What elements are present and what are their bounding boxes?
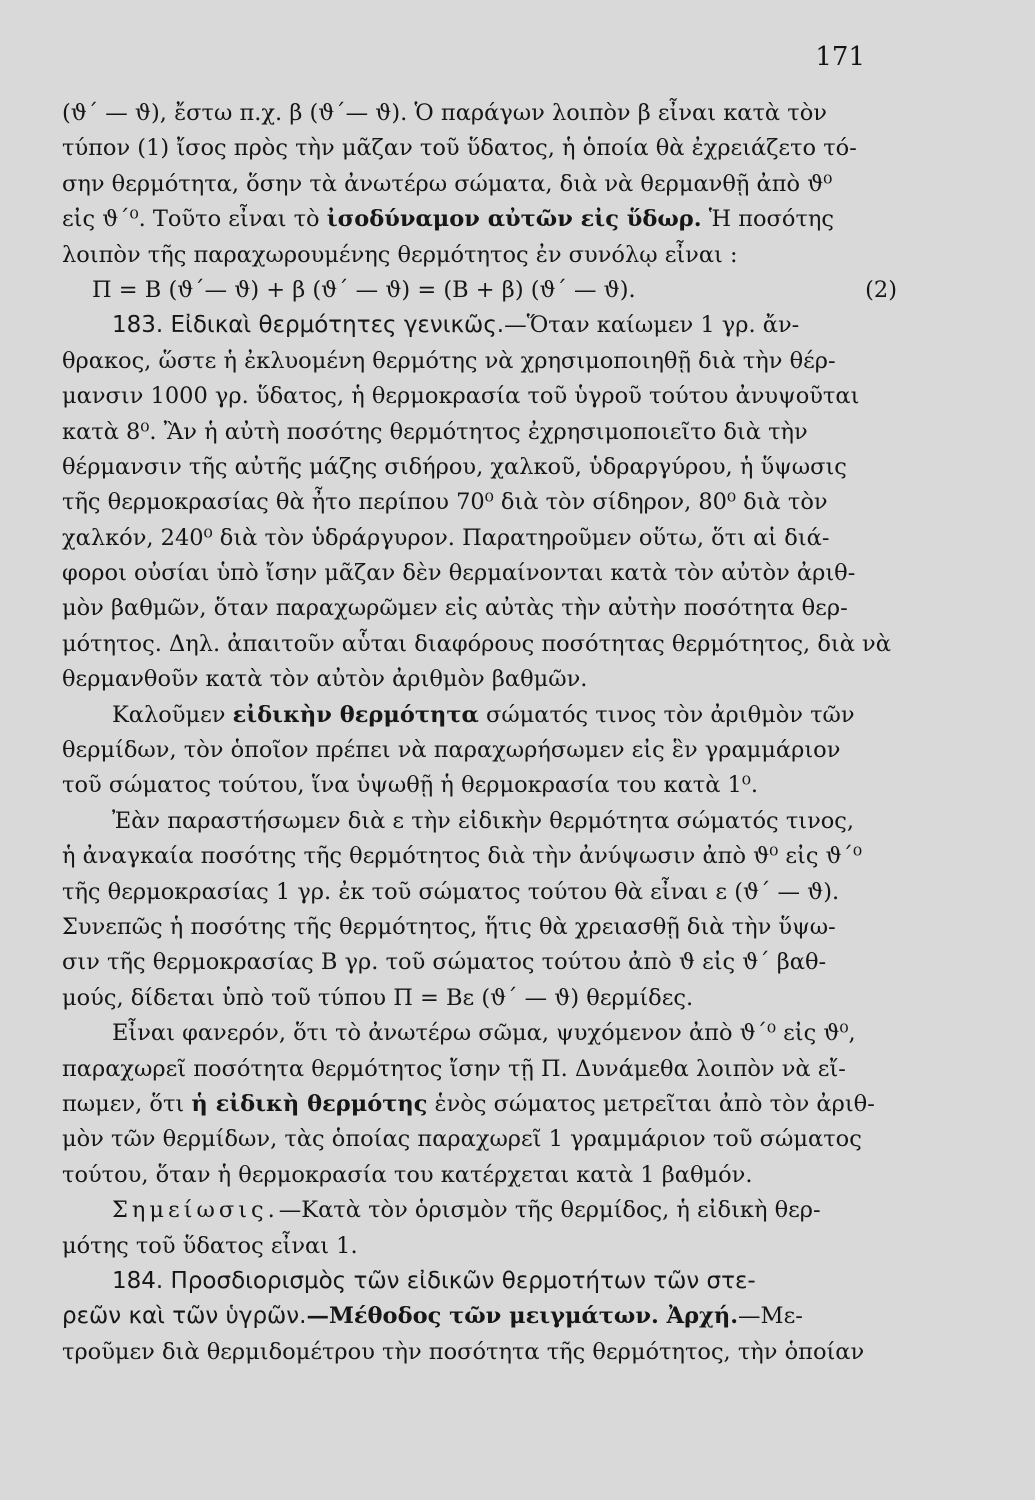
text-span: —Με-	[738, 1303, 803, 1330]
bold-term: —Μέθοδος τῶν μειγμάτων. Ἀρχή.	[306, 1303, 739, 1330]
text-span: εἰς ϑ΄⁰. Τοῦτο εἶναι τὸ	[62, 206, 327, 233]
text-span: πωμεν, ὅτι	[62, 1090, 192, 1117]
text-line: μούς, δίδεται ὑπὸ τοῦ τύπου Π = Βε (ϑ΄ — ϑ) θερμίδες.	[62, 984, 694, 1011]
note-line	[62, 1193, 897, 1228]
text-line: κατὰ 8⁰. Ἂν ἡ αὐτὴ ποσότης θερμότητος ἐχρησιμοποιεῖτο διὰ τὴν	[62, 418, 808, 445]
text-line: λοιπὸν τῆς παραχωρουμένης θερμότητος ἐν συνόλῳ εἶναι :	[62, 241, 738, 268]
text-line	[62, 1087, 897, 1122]
text-line: θερμανθοῦν κατὰ τὸν αὐτὸν ἀριθμὸν βαθμῶν.	[62, 666, 588, 693]
text-line: θερμίδων, τὸν ὁποῖον πρέπει νὰ παραχωρήσωμεν εἰς ἓν γραμμάριον	[62, 737, 841, 764]
bold-term: ἰσοδύναμον αὐτῶν εἰς ὕδωρ.	[326, 206, 702, 233]
text-line: μὸν βαθμῶν, ὅταν παραχωρῶμεν εἰς αὐτὰς τὴν αὐτὴν ποσότητα θερ-	[62, 595, 848, 622]
page-number: 171	[815, 42, 865, 72]
bold-term: ἡ εἰδικὴ θερμότης	[191, 1090, 428, 1117]
text-line: σιν τῆς θερμοκρασίας Β γρ. τοῦ σώματος τούτου ἀπὸ ϑ εἰς ϑ΄ βαθ-	[62, 949, 827, 976]
text-line: τούτου, ὅταν ἡ θερμοκρασία του κατέρχεται κατὰ 1 βαθμόν.	[62, 1161, 753, 1188]
section-heading: 184. Προσδιορισμὸς τῶν εἰδικῶν θερμοτήτων τῶν στε-	[112, 1267, 756, 1294]
text-line: θέρμανσιν τῆς αὐτῆς μάζης σιδήρου, χαλκοῦ, ὑδραργύρου, ἡ ὕψωσις	[62, 453, 847, 480]
text-span: Ἡ ποσότης	[701, 206, 834, 233]
text-line: φοροι οὐσίαι ὑπὸ ἴσην μᾶζαν δὲν θερμαίνονται κατὰ τὸν αὐτὸν ἀριθ-	[62, 560, 856, 587]
text-line: σην θερμότητα, ὅσην τὰ ἀνωτέρω σώματα, διὰ νὰ θερμανθῇ ἀπὸ ϑ⁰	[62, 170, 833, 197]
text-span: Καλοῦμεν	[112, 701, 233, 728]
text-span: —Ὅταν καίωμεν 1 γρ. ἄν-	[504, 312, 800, 339]
section-183-heading-line	[62, 308, 897, 343]
text-line: τῆς θερμοκρασίας 1 γρ. ἐκ τοῦ σώματος τούτου θὰ εἶναι ε (ϑ΄ — ϑ).	[62, 878, 840, 905]
section-heading: 183. Εἰδικαὶ θερμότητες γενικῶς.	[112, 312, 505, 339]
text-line: θρακος, ὥστε ἡ ἐκλυομένη θερμότης νὰ χρησιμοποιηθῇ διὰ τὴν θέρ-	[62, 347, 836, 374]
formula-expression: Π = Β (ϑ΄— ϑ) + β (ϑ΄ — ϑ) = (Β + β) (ϑ΄ — ϑ).	[92, 276, 636, 303]
section-heading: ρεῶν καὶ τῶν ὑγρῶν.	[62, 1303, 307, 1330]
text-line: χαλκόν, 240⁰ διὰ τὸν ὑδράργυρον. Παρατηροῦμεν οὕτω, ὅτι αἱ διά-	[62, 524, 830, 551]
text-line: μὸν τῶν θερμίδων, τὰς ὁποίας παραχωρεῖ 1 γραμμάριον τοῦ σώματος	[62, 1126, 862, 1153]
text-line: τύπον (1) ἴσος πρὸς τὴν μᾶζαν τοῦ ὕδατος, ἡ ὁποία θὰ ἐχρειάζετο τό-	[62, 135, 857, 162]
text-line: μανσιν 1000 γρ. ὕδατος, ἡ θερμοκρασία τοῦ ὑγροῦ τούτου ἀνυψοῦται	[62, 383, 860, 410]
text-line: μότητος. Δηλ. ἀπαιτοῦν αὗται διαφόρους ποσότητας θερμότητος, διὰ νὰ	[62, 630, 891, 657]
text-line: Ἐὰν παραστήσωμεν διὰ ε τὴν εἰδικὴν θερμότητα σώματός τινος,	[112, 807, 855, 834]
text-line: μότης τοῦ ὕδατος εἶναι 1.	[62, 1232, 358, 1259]
body-text	[62, 96, 897, 1370]
section-184-heading-line	[62, 1264, 897, 1299]
text-line: τροῦμεν διὰ θερμιδομέτρου τὴν ποσότητα τῆς θερμότητος, τὴν ὁποίαν	[62, 1338, 865, 1365]
text-line: Συνεπῶς ἡ ποσότης τῆς θερμότητος, ἥτις θὰ χρειασθῇ διὰ τὴν ὕψω-	[62, 913, 836, 940]
text-span: σώματός τινος τὸν ἀριθμὸν τῶν	[478, 701, 855, 728]
text-line: τοῦ σώματος τούτου, ἵνα ὑψωθῇ ἡ θερμοκρασία του κατὰ 1⁰.	[62, 772, 759, 799]
formula-number: (2)	[865, 276, 897, 303]
note-label: Σημείωσις.	[112, 1197, 279, 1224]
text-span: —Κατὰ τὸν ὁρισμὸν τῆς θερμίδος, ἡ εἰδικὴ θερ-	[278, 1197, 821, 1224]
formula-line	[62, 273, 897, 308]
text-line: (ϑ΄ — ϑ), ἔστω π.χ. β (ϑ΄— ϑ). Ὁ παράγων λοιπὸν β εἶναι κατὰ τὸν	[62, 100, 827, 126]
bold-term: εἰδικὴν θερμότητα	[232, 701, 479, 728]
text-line: παραχωρεῖ ποσότητα θερμότητος ἴσην τῇ Π. Δυνάμεθα λοιπὸν νὰ εἴ-	[62, 1055, 846, 1082]
text-line: τῆς θερμοκρασίας θὰ ἦτο περίπου 70⁰ διὰ τὸν σίδηρον, 80⁰ διὰ τὸν	[62, 489, 828, 516]
text-line: Εἶναι φανερόν, ὅτι τὸ ἀνωτέρω σῶμα, ψυχόμενον ἀπὸ ϑ΄⁰ εἰς ϑ⁰,	[112, 1020, 856, 1047]
text-line	[62, 1299, 897, 1334]
text-span: ἑνὸς σώματος μετρεῖται ἀπὸ τὸν ἀριθ-	[427, 1090, 875, 1117]
text-line: ἡ ἀναγκαία ποσότης τῆς θερμότητος διὰ τὴν ἀνύψωσιν ἀπὸ ϑ⁰ εἰς ϑ΄⁰	[62, 843, 862, 870]
text-line	[62, 202, 897, 237]
text-line	[62, 698, 897, 733]
